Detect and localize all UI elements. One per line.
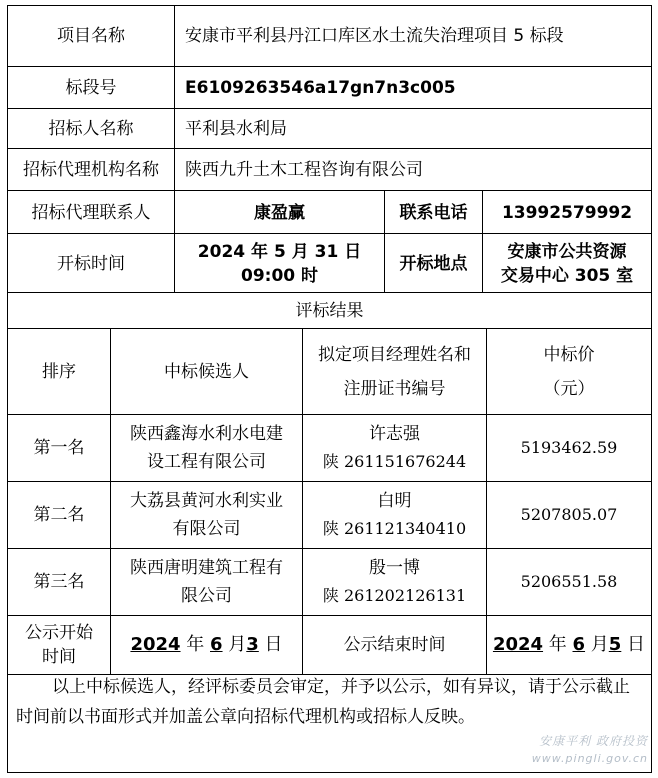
row3-company-line2: 限公司 [181,586,232,606]
watermark [498,732,648,772]
row2-company-line2: 有限公司 [172,519,241,539]
row2-company [111,482,302,548]
row2-manager [303,482,486,548]
row1-company-line1: 陕西鑫海水利水电建 [130,424,283,444]
start-day: 3 [246,634,259,655]
row3-company-line1: 陕西唐明建筑工程有 [130,558,283,578]
end-year-unit: 年 [548,634,567,655]
row3-rank: 第三名 [33,572,85,592]
publicity-end-date [487,616,651,674]
row3-cert: 陕 261202126131 [322,586,467,605]
contact-label: 招标代理联系人 [31,202,151,223]
opening-place-label: 开标地点 [399,253,468,274]
row1-manager-name: 许志强 [369,424,420,444]
opening-time [175,234,384,293]
notice-text: 以上中标候选人，经评标委员会审定，并予以公示，如有异议，请于公示截止时间前以书面形式并加盖公章向招标代理机构或招标人反映。 [16,677,630,727]
row1-price: 5193462.59 [520,438,618,457]
row2-cert: 陕 261121340410 [322,519,467,538]
tenderer-label: 招标人名称 [48,119,134,139]
header-price [487,329,651,414]
publicity-start-label-line2: 时间 [42,647,76,667]
opening-place [483,234,651,293]
row2-price: 5207805.07 [520,505,618,524]
header-price-line1: 中标价 [543,344,595,365]
opening-place-line2: 交易中心 305 室 [500,265,634,286]
phone-value: 13992579992 [501,202,633,223]
row3-company [111,549,302,615]
end-month-unit: 月 [590,634,609,655]
publicity-start-date [111,616,302,674]
phone-label: 联系电话 [399,202,468,223]
header-manager [303,329,486,414]
row3-price: 5206551.58 [520,572,618,591]
row1-company [111,415,302,481]
watermark-line1: 安康平利 政府投资 [539,734,648,748]
tenderer-value: 平利县水利局 [185,119,287,139]
agency-value: 陕西九升土木工程咨询有限公司 [185,160,423,180]
opening-place-line1: 安康市公共资源 [507,241,627,262]
row1-company-line2: 设工程有限公司 [147,452,266,472]
opening-time-line1: 2024 年 5 月 31 日 [197,241,362,262]
header-manager-line2: 注册证书编号 [343,378,446,399]
project-name: 安康市平利县丹江口库区水土流失治理项目 5 标段 [185,26,564,46]
start-month: 6 [210,634,223,655]
row1-manager [303,415,486,481]
row3-manager [303,549,486,615]
project-label: 项目名称 [57,26,125,46]
header-rank: 排序 [42,361,76,382]
results-title: 评标结果 [295,300,364,321]
row2-rank: 第二名 [33,505,85,525]
watermark-url: www.pingli.gov.cn [531,752,648,765]
end-day-unit: 日 [627,634,646,655]
start-year-unit: 年 [186,634,205,655]
header-price-line2: （元） [543,378,595,399]
start-day-unit: 日 [264,634,283,655]
row2-manager-name: 白明 [377,491,412,511]
section-no-value: E6109263546a17gn7n3c005 [185,78,456,98]
header-candidate: 中标候选人 [164,361,249,382]
header-manager-line1: 拟定项目经理姓名和 [318,344,471,365]
announcement-table [7,5,652,773]
publicity-start-label [7,616,111,674]
section-no-label: 标段号 [65,78,117,98]
publicity-end-label: 公示结束时间 [343,635,446,655]
row2-company-line1: 大荔县黄河水利实业 [130,491,283,511]
end-month: 6 [572,634,586,655]
start-month-unit: 月 [228,634,247,655]
agency-label: 招标代理机构名称 [23,160,159,180]
publicity-start-label-line1: 公示开始 [25,623,93,643]
start-year: 2024 [130,634,181,655]
row3-manager-name: 殷一博 [369,558,420,578]
end-day: 5 [608,634,622,655]
row1-cert: 陕 261151676244 [322,452,467,471]
row1-rank: 第一名 [33,438,85,458]
contact-person: 康盈赢 [254,202,305,223]
end-year: 2024 [492,634,544,655]
opening-time-label: 开标时间 [57,253,125,274]
opening-time-line2: 09:00 时 [240,265,319,286]
